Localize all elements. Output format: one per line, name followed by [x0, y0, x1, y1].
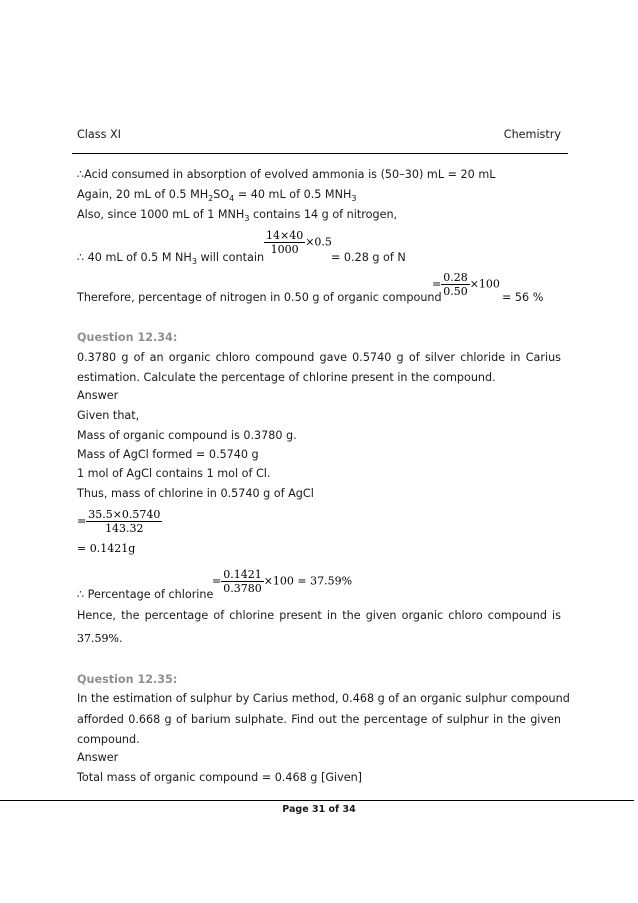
q34-answer-label: Answer: [77, 389, 119, 402]
question-12-35-title: Question 12.35:: [77, 673, 178, 686]
line-will-contain: ∴ 40 mL of 0.5 M $NH_3$ will contain: [77, 251, 265, 267]
page-number: Page 31 of 34: [282, 804, 356, 815]
q35-total-mass: Total mass of organic compound = 0.468 g [Given]: [77, 771, 363, 784]
q35-body-line1: In the estimation of sulphur by Carius method, 0.468 g of an organic sulphur compound: [77, 692, 570, 705]
line-acid-consumed: ∴Acid consumed in absorption of evolved ammonia is (50–30) mL = 20 mL: [77, 168, 496, 181]
q34-mass-agcl: Mass of AgCl formed = 0.5740 g: [77, 448, 259, 461]
q34-mol-agcl: 1 mol of AgCl contains 1 mol of Cl.: [77, 467, 271, 480]
q34-body-line1: 0.3780 g of an organic chloro compound gave 0.5740 g of silver chloride in Carius: [77, 351, 561, 364]
chlorine-mass-formula: = $\frac{35.5\times 0.5740}{143.32}$: [77, 508, 161, 535]
line-also-since: Also, since 1000 mL of 1 $MNH_3$ contains 14 g of nitrogen,: [77, 208, 398, 224]
q34-body-line2: estimation. Calculate the percentage of chlorine present in the compound.: [77, 371, 496, 384]
q35-body-line2: afforded 0.668 g of barium sulphate. Find out the percentage of sulphur in the given: [77, 713, 561, 726]
footer-rule: [0, 800, 634, 801]
q35-body-line3: compound.: [77, 733, 140, 746]
chlorine-percentage-formula: = $\frac{0.1421}{0.3780}$ ×100 = 37.59%: [212, 568, 353, 595]
line-percentage-nitrogen: Therefore, percentage of nitrogen in 0.50 g of organic compound: [77, 291, 442, 304]
line-again: Again, 20 mL of 0.5 $MH_2SO_4 = 40$ mL of 0.5 $MNH_3$: [77, 188, 357, 204]
nitrogen-mass-result: = 0.28 g of N: [331, 251, 406, 264]
header-subject: Chemistry: [503, 128, 561, 141]
chlorine-mass-result: = 0.1421g: [77, 542, 136, 555]
header-rule: [72, 153, 568, 154]
q34-hence-line: Hence, the percentage of chlorine present in the given organic chloro compound is: [77, 609, 561, 622]
q34-given: Given that,: [77, 409, 140, 422]
header-class: Class XI: [77, 128, 121, 141]
q35-answer-label: Answer: [77, 751, 119, 764]
q34-thus-mass: Thus, mass of chlorine in 0.5740 g of AgCl: [77, 487, 314, 500]
q34-percentage-label: ∴ Percentage of chlorine: [77, 588, 214, 601]
q34-mass-compound: Mass of organic compound is 0.3780 g.: [77, 429, 297, 442]
q34-final-answer: 37.59%.: [77, 632, 123, 645]
nitrogen-percentage-result: = 56 %: [502, 291, 544, 304]
question-12-34-title: Question 12.34:: [77, 331, 178, 344]
nitrogen-percentage-formula: = $\frac{0.28}{0.50}$ ×100: [432, 271, 500, 298]
nitrogen-mass-formula: $\frac{14\times 40}{1000}$ ×0.5: [266, 229, 332, 256]
